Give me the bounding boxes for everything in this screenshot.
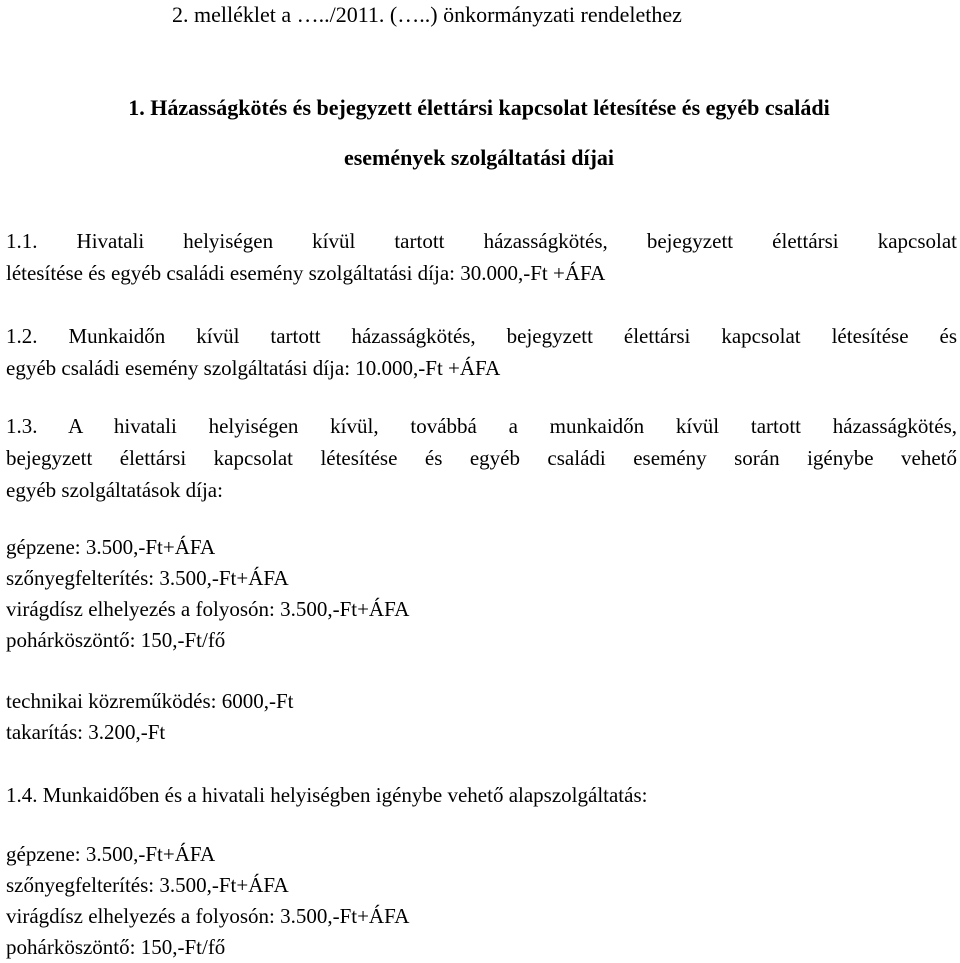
item-1-1 [6, 225, 957, 289]
list-item: gépzene: 3.500,-Ft+ÁFA [6, 535, 216, 559]
section-title-line-2: események szolgáltatási díjai [343, 145, 615, 170]
item-1-4-fee-list [6, 839, 409, 963]
item-1-3-fee-list [6, 532, 409, 656]
section-title-line-1: 1. Házasságkötés és bejegyzett élettársi kapcsolat létesítése és egyéb családi [128, 95, 830, 120]
list-item: szőnyegfelterítés: 3.500,-Ft+ÁFA [6, 873, 289, 897]
list-item: pohárköszöntő: 150,-Ft/fő [6, 935, 226, 959]
list-item: technikai közreműködés: 6000,-Ft [6, 689, 294, 713]
list-item: gépzene: 3.500,-Ft+ÁFA [6, 842, 216, 866]
item-1-4 [6, 779, 957, 811]
section-title [6, 83, 952, 183]
item-1-2 [6, 320, 957, 384]
item-1-3-extra-list [6, 686, 294, 748]
list-item: pohárköszöntő: 150,-Ft/fő [6, 628, 226, 652]
item-1-2-line-1: 1.2. Munkaidőn kívül tartott házasságkötés, bejegyzett élettársi kapcsolat létesítése és [6, 324, 957, 348]
annex-note: 2. melléklet a …../2011. (…..) önkormányzati rendelethez [172, 2, 682, 27]
item-1-3-line-3: egyéb szolgáltatások díja: [6, 478, 223, 502]
item-1-4-line-1: 1.4. Munkaidőben és a hivatali helyiségben igénybe vehető alapszolgáltatás: [6, 783, 648, 807]
item-1-2-line-2: egyéb családi esemény szolgáltatási díja: 10.000,-Ft +ÁFA [6, 356, 501, 380]
list-item: szőnyegfelterítés: 3.500,-Ft+ÁFA [6, 566, 289, 590]
item-1-3 [6, 410, 957, 506]
list-item: virágdísz elhelyezés a folyosón: 3.500,-Ft+ÁFA [6, 904, 410, 928]
item-1-3-line-1: 1.3. A hivatali helyiségen kívül, továbbá a munkaidőn kívül tartott házasságkötés, [6, 414, 957, 438]
item-1-1-line-1: 1.1. Hivatali helyiségen kívül tartott házasságkötés, bejegyzett élettársi kapcsolat [6, 229, 957, 253]
list-item: takarítás: 3.200,-Ft [6, 720, 166, 744]
list-item: virágdísz elhelyezés a folyosón: 3.500,-Ft+ÁFA [6, 597, 410, 621]
item-1-3-line-2: bejegyzett élettársi kapcsolat létesítése és egyéb családi esemény során igénybe vehető [6, 446, 957, 470]
item-1-1-line-2: létesítése és egyéb családi esemény szolgáltatási díja: 30.000,-Ft +ÁFA [6, 261, 606, 285]
